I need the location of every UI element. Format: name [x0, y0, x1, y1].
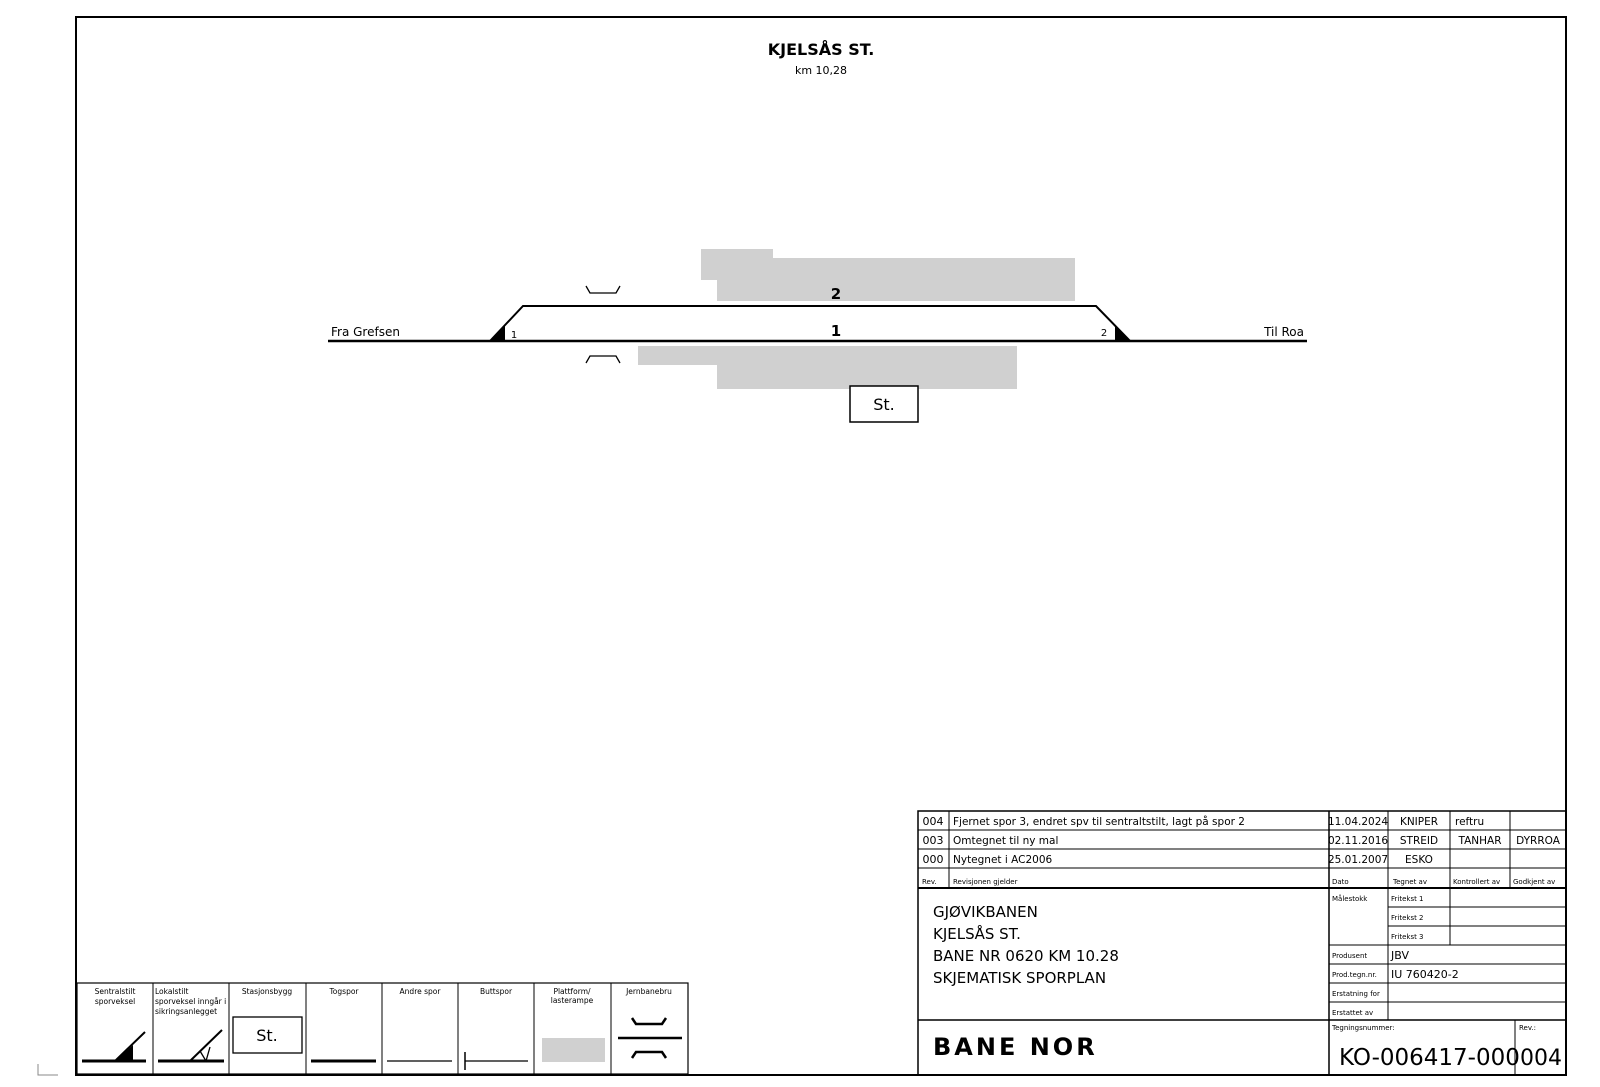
replaces-label: Erstatning for	[1332, 990, 1380, 998]
buffer-track-icon	[465, 1052, 528, 1070]
rev-000-number: 000	[922, 853, 944, 866]
side-track	[490, 306, 1130, 341]
legend-label-platform-1: Plattform/	[553, 987, 591, 996]
rev-004-description: Fjernet spor 3, endret spv til sentraltstilt, lagt på spor 2	[953, 816, 1245, 828]
header-approved: Godkjent av	[1513, 878, 1556, 886]
rev-004-date: 11.04.2024	[1327, 816, 1389, 828]
prod-drawing-no-label: Prod.tegn.nr.	[1332, 971, 1377, 979]
switch-2-label: 2	[1100, 328, 1108, 339]
rev-000-date: 25.01.2007	[1327, 854, 1389, 866]
free-text-2-label: Fritekst 2	[1391, 914, 1424, 922]
free-text-1-label: Fritekst 1	[1391, 895, 1424, 903]
legend-label-buffer-track: Buttspor	[479, 987, 513, 996]
bridge-lower-icon	[586, 356, 620, 363]
svg-text:St.: St.	[256, 1026, 278, 1045]
title-line-4: SKJEMATISK SPORPLAN	[933, 969, 1107, 987]
legend-label-station-building: Stasjonsbygg	[241, 987, 293, 996]
legend-label-local-switch-1: Lokalstilt	[155, 987, 189, 996]
scale-label: Målestokk	[1332, 895, 1368, 903]
railway-bridge-icon	[618, 1018, 682, 1058]
rev-003-approved: DYRROA	[1516, 835, 1560, 847]
header-drawn: Tegnet av	[1393, 878, 1427, 886]
legend-label-central-switch-2: sporveksel	[94, 997, 136, 1006]
header-rev: Rev.	[922, 878, 937, 886]
drawing-number-label: Tegningsnummer:	[1332, 1024, 1395, 1032]
title-line-2: KJELSÅS ST.	[933, 925, 1021, 943]
from-label: Fra Grefsen	[331, 325, 400, 339]
rev-004-checked-signature: reftru	[1455, 816, 1485, 828]
rev-003-number: 003	[922, 834, 944, 847]
track-1-label: 1	[830, 322, 842, 340]
rev-label: Rev.:	[1519, 1024, 1537, 1032]
sheet-border	[76, 17, 1566, 1075]
local-switch-icon	[158, 1030, 224, 1061]
rev-000-drawn: ESKO	[1405, 854, 1433, 866]
title-line-1: GJØVIKBANEN	[933, 903, 1038, 921]
title-line-3: BANE NR 0620 KM 10.28	[933, 947, 1119, 965]
rev-003-description: Omtegnet til ny mal	[953, 835, 1059, 847]
legend-label-platform-2: lasterampe	[550, 996, 594, 1005]
platform-track-1	[638, 346, 1017, 389]
central-switch-icon	[82, 1032, 146, 1061]
header-checked: Kontrollert av	[1453, 878, 1501, 886]
station-km: km 10,28	[794, 64, 848, 77]
svg-text:BANE NOR: BANE NOR	[933, 1033, 1098, 1061]
rev-000-description: Nytegnet i AC2006	[953, 854, 1053, 866]
rev-004-drawn: KNIPER	[1399, 816, 1439, 828]
legend-label-central-switch-1: Sentralstilt	[94, 987, 136, 996]
legend	[0, 0, 688, 1074]
bane-nor-logo	[933, 1033, 1098, 1061]
legend-label-other-track: Andre spor	[399, 987, 441, 996]
bridge-upper-icon	[586, 286, 620, 293]
station-building-label: St.	[873, 395, 895, 414]
platform-icon	[542, 1038, 605, 1062]
rev-number: 004	[1520, 1046, 1562, 1071]
station-title: KJELSÅS ST.	[767, 40, 875, 59]
replaced-by-label: Erstattet av	[1332, 1009, 1374, 1017]
rev-003-drawn: STREID	[1399, 835, 1439, 847]
producer-label: Produsent	[1332, 952, 1368, 960]
header-date: Dato	[1332, 878, 1349, 886]
rev-003-checked: TANHAR	[1458, 835, 1502, 847]
legend-label-local-switch-3: sikringsanlegget	[155, 1007, 218, 1016]
switch-1-label: 1	[510, 330, 518, 341]
rev-003-date: 02.11.2016	[1327, 835, 1389, 847]
rev-004-number: 004	[922, 815, 944, 828]
legend-label-train-track: Togspor	[329, 987, 359, 996]
platform-track-2	[701, 249, 1075, 301]
station-building-icon	[233, 1017, 302, 1053]
track-2-label: 2	[830, 285, 842, 303]
free-text-3-label: Fritekst 3	[1391, 933, 1424, 941]
legend-label-local-switch-2: sporveksel inngår i	[155, 997, 227, 1006]
to-label: Til Roa	[1264, 325, 1304, 339]
producer-value: JBV	[1391, 949, 1409, 962]
drawing-number: KO-006417-000	[1339, 1045, 1520, 1071]
corner-mark	[38, 1064, 58, 1075]
prod-drawing-no-value: IU 760420-2	[1391, 968, 1459, 981]
header-description: Revisjonen gjelder	[953, 878, 1018, 886]
legend-label-bridge: Jernbanebru	[626, 987, 672, 996]
